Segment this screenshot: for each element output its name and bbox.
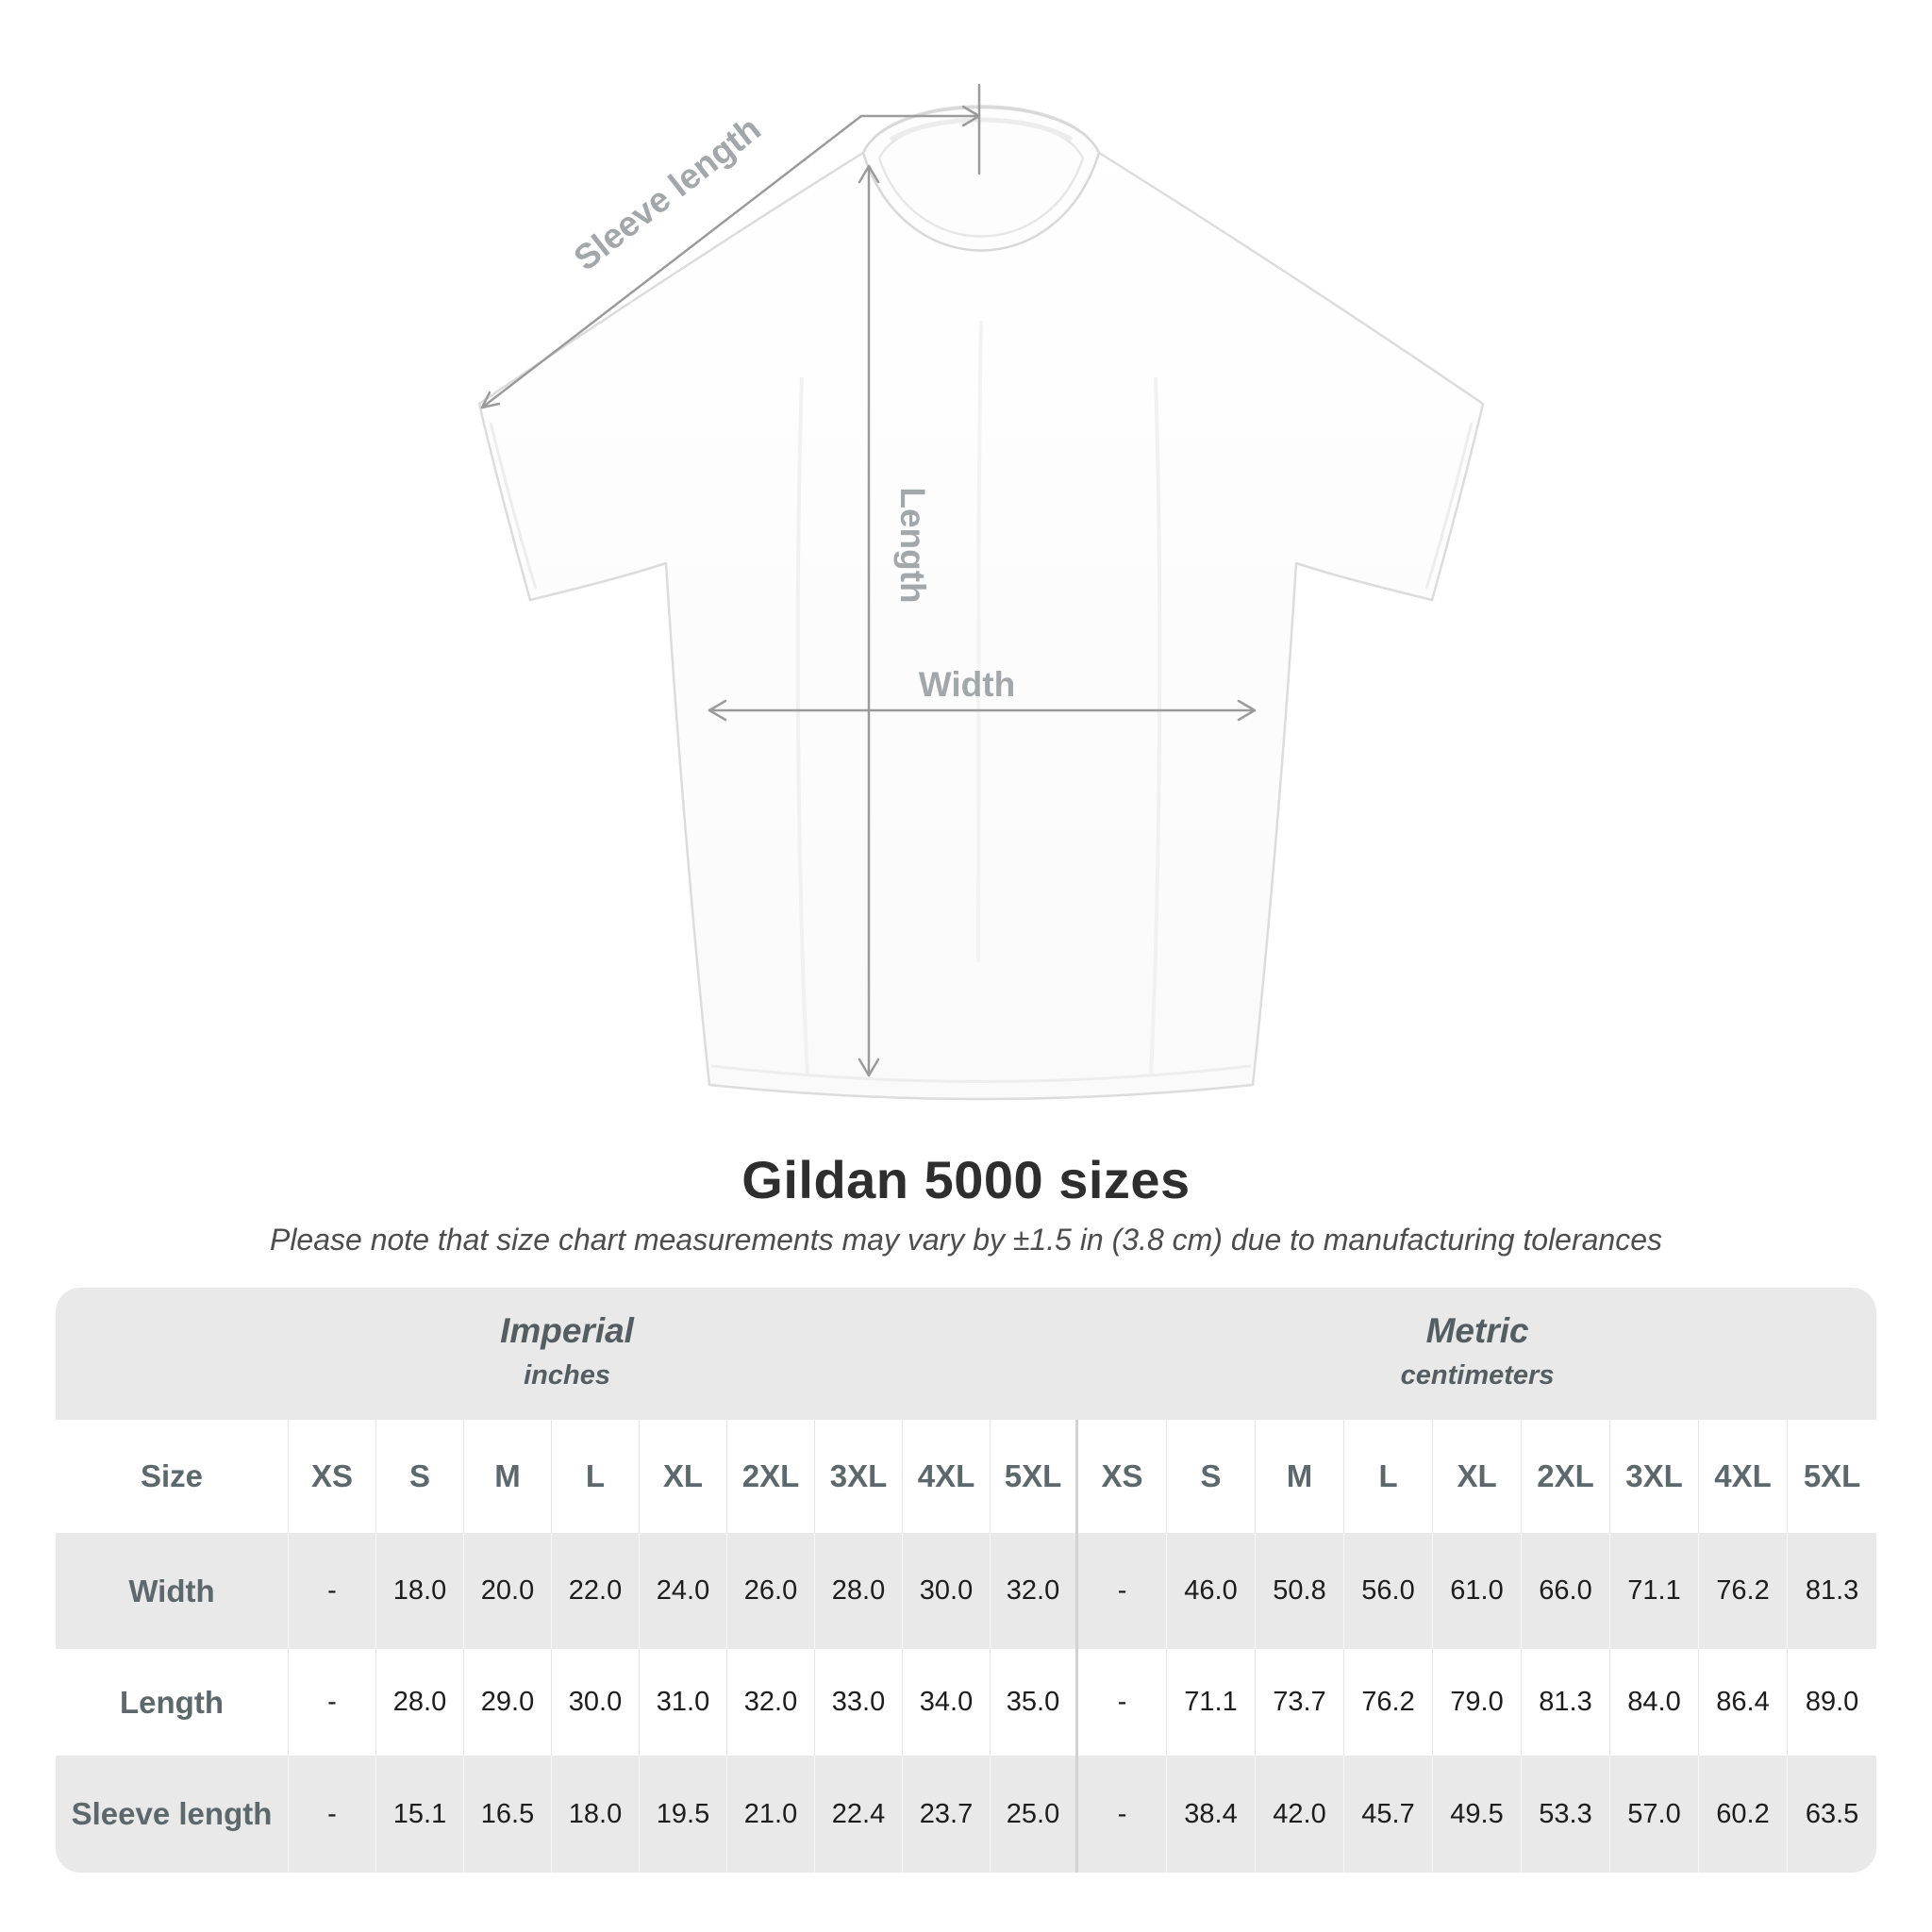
table-cell: 57.0 bbox=[1610, 1756, 1699, 1873]
col-header: 4XL bbox=[1699, 1420, 1788, 1533]
table-cell: 18.0 bbox=[376, 1533, 464, 1649]
row-label: Width bbox=[56, 1533, 289, 1649]
table-cell: 76.2 bbox=[1344, 1649, 1433, 1756]
table-cell: 35.0 bbox=[991, 1649, 1078, 1756]
table-cell: 30.0 bbox=[552, 1649, 640, 1756]
table-cell: 63.5 bbox=[1788, 1756, 1876, 1873]
table-cell: 22.0 bbox=[552, 1533, 640, 1649]
col-header: XL bbox=[640, 1420, 727, 1533]
table-cell: 29.0 bbox=[464, 1649, 552, 1756]
width-label: Width bbox=[918, 665, 1016, 704]
col-header: 4XL bbox=[903, 1420, 991, 1533]
row-label: Sleeve length bbox=[56, 1756, 289, 1873]
table-cell: 33.0 bbox=[815, 1649, 903, 1756]
table-cell: 22.4 bbox=[815, 1756, 903, 1873]
table-cell: 50.8 bbox=[1256, 1533, 1344, 1649]
table-cell: 66.0 bbox=[1522, 1533, 1610, 1649]
table-cell: 19.5 bbox=[640, 1756, 727, 1873]
table-cell: 25.0 bbox=[991, 1756, 1078, 1873]
table-cell: 71.1 bbox=[1167, 1649, 1256, 1756]
table-cell: 81.3 bbox=[1522, 1649, 1610, 1756]
col-header: M bbox=[464, 1420, 552, 1533]
imperial-unit: inches bbox=[524, 1360, 610, 1391]
table-cell: 42.0 bbox=[1256, 1756, 1344, 1873]
table-cell: 32.0 bbox=[991, 1533, 1078, 1649]
metric-group-header bbox=[1078, 1288, 1876, 1420]
col-header: 5XL bbox=[1788, 1420, 1876, 1533]
table-cell: 28.0 bbox=[815, 1533, 903, 1649]
table-cell: 16.5 bbox=[464, 1756, 552, 1873]
col-header: XL bbox=[1433, 1420, 1522, 1533]
table-cell: - bbox=[289, 1756, 376, 1873]
tshirt-graphic bbox=[479, 107, 1483, 1100]
table-cell: 32.0 bbox=[727, 1649, 815, 1756]
table-row-sleeve-length bbox=[56, 1756, 1876, 1873]
imperial-group-header bbox=[56, 1288, 1078, 1420]
col-header: S bbox=[376, 1420, 464, 1533]
table-cell: 56.0 bbox=[1344, 1533, 1433, 1649]
metric-unit: centimeters bbox=[1400, 1360, 1555, 1391]
col-header: 3XL bbox=[1610, 1420, 1699, 1533]
imperial-title: Imperial bbox=[500, 1310, 634, 1350]
tolerance-note: Please note that size chart measurements may vary by ±1.5 in (3.8 cm) due to manufacturing tolerances bbox=[269, 1223, 1663, 1257]
table-cell: 20.0 bbox=[464, 1533, 552, 1649]
table-cell: 73.7 bbox=[1256, 1649, 1344, 1756]
table-cell: 34.0 bbox=[903, 1649, 991, 1756]
table-cell: 38.4 bbox=[1167, 1756, 1256, 1873]
table-cell: - bbox=[1078, 1649, 1167, 1756]
sleeve-length-label: Sleeve length bbox=[566, 108, 768, 278]
col-header: XS bbox=[1078, 1420, 1167, 1533]
col-header: 2XL bbox=[1522, 1420, 1610, 1533]
col-header: 2XL bbox=[727, 1420, 815, 1533]
table-cell: 89.0 bbox=[1788, 1649, 1876, 1756]
table-cell: - bbox=[289, 1533, 376, 1649]
col-header: 5XL bbox=[991, 1420, 1078, 1533]
table-cell: 24.0 bbox=[640, 1533, 727, 1649]
table-cell: 49.5 bbox=[1433, 1756, 1522, 1873]
page-title: Gildan 5000 sizes bbox=[741, 1150, 1191, 1209]
col-header: XS bbox=[289, 1420, 376, 1533]
table-row-width bbox=[56, 1533, 1876, 1649]
table-cell: 30.0 bbox=[903, 1533, 991, 1649]
col-header: L bbox=[1344, 1420, 1433, 1533]
table-cell: 18.0 bbox=[552, 1756, 640, 1873]
table-cell: 45.7 bbox=[1344, 1756, 1433, 1873]
table-cell: 23.7 bbox=[903, 1756, 991, 1873]
table-cell: 71.1 bbox=[1610, 1533, 1699, 1649]
col-header-size: Size bbox=[56, 1420, 289, 1533]
table-cell: 53.3 bbox=[1522, 1756, 1610, 1873]
table-cell: 28.0 bbox=[376, 1649, 464, 1756]
length-label: Length bbox=[893, 487, 932, 604]
table-cell: 21.0 bbox=[727, 1756, 815, 1873]
table-cell: 76.2 bbox=[1699, 1533, 1788, 1649]
table-cell: 60.2 bbox=[1699, 1756, 1788, 1873]
table-cell: 15.1 bbox=[376, 1756, 464, 1873]
table-cell: 46.0 bbox=[1167, 1533, 1256, 1649]
table-cell: 81.3 bbox=[1788, 1533, 1876, 1649]
table-cell: - bbox=[289, 1649, 376, 1756]
table-cell: 86.4 bbox=[1699, 1649, 1788, 1756]
table-cell: 31.0 bbox=[640, 1649, 727, 1756]
table-row-length bbox=[56, 1649, 1876, 1756]
table-cell: - bbox=[1078, 1756, 1167, 1873]
col-header: S bbox=[1167, 1420, 1256, 1533]
table-cell: 79.0 bbox=[1433, 1649, 1522, 1756]
metric-title: Metric bbox=[1425, 1310, 1529, 1350]
table-cell: 84.0 bbox=[1610, 1649, 1699, 1756]
row-label: Length bbox=[56, 1649, 289, 1756]
col-header: L bbox=[552, 1420, 640, 1533]
col-header: 3XL bbox=[815, 1420, 903, 1533]
table-cell: 61.0 bbox=[1433, 1533, 1522, 1649]
table-cell: - bbox=[1078, 1533, 1167, 1649]
col-header: M bbox=[1256, 1420, 1344, 1533]
size-chart-table bbox=[56, 1288, 1876, 1873]
table-cell: 26.0 bbox=[727, 1533, 815, 1649]
